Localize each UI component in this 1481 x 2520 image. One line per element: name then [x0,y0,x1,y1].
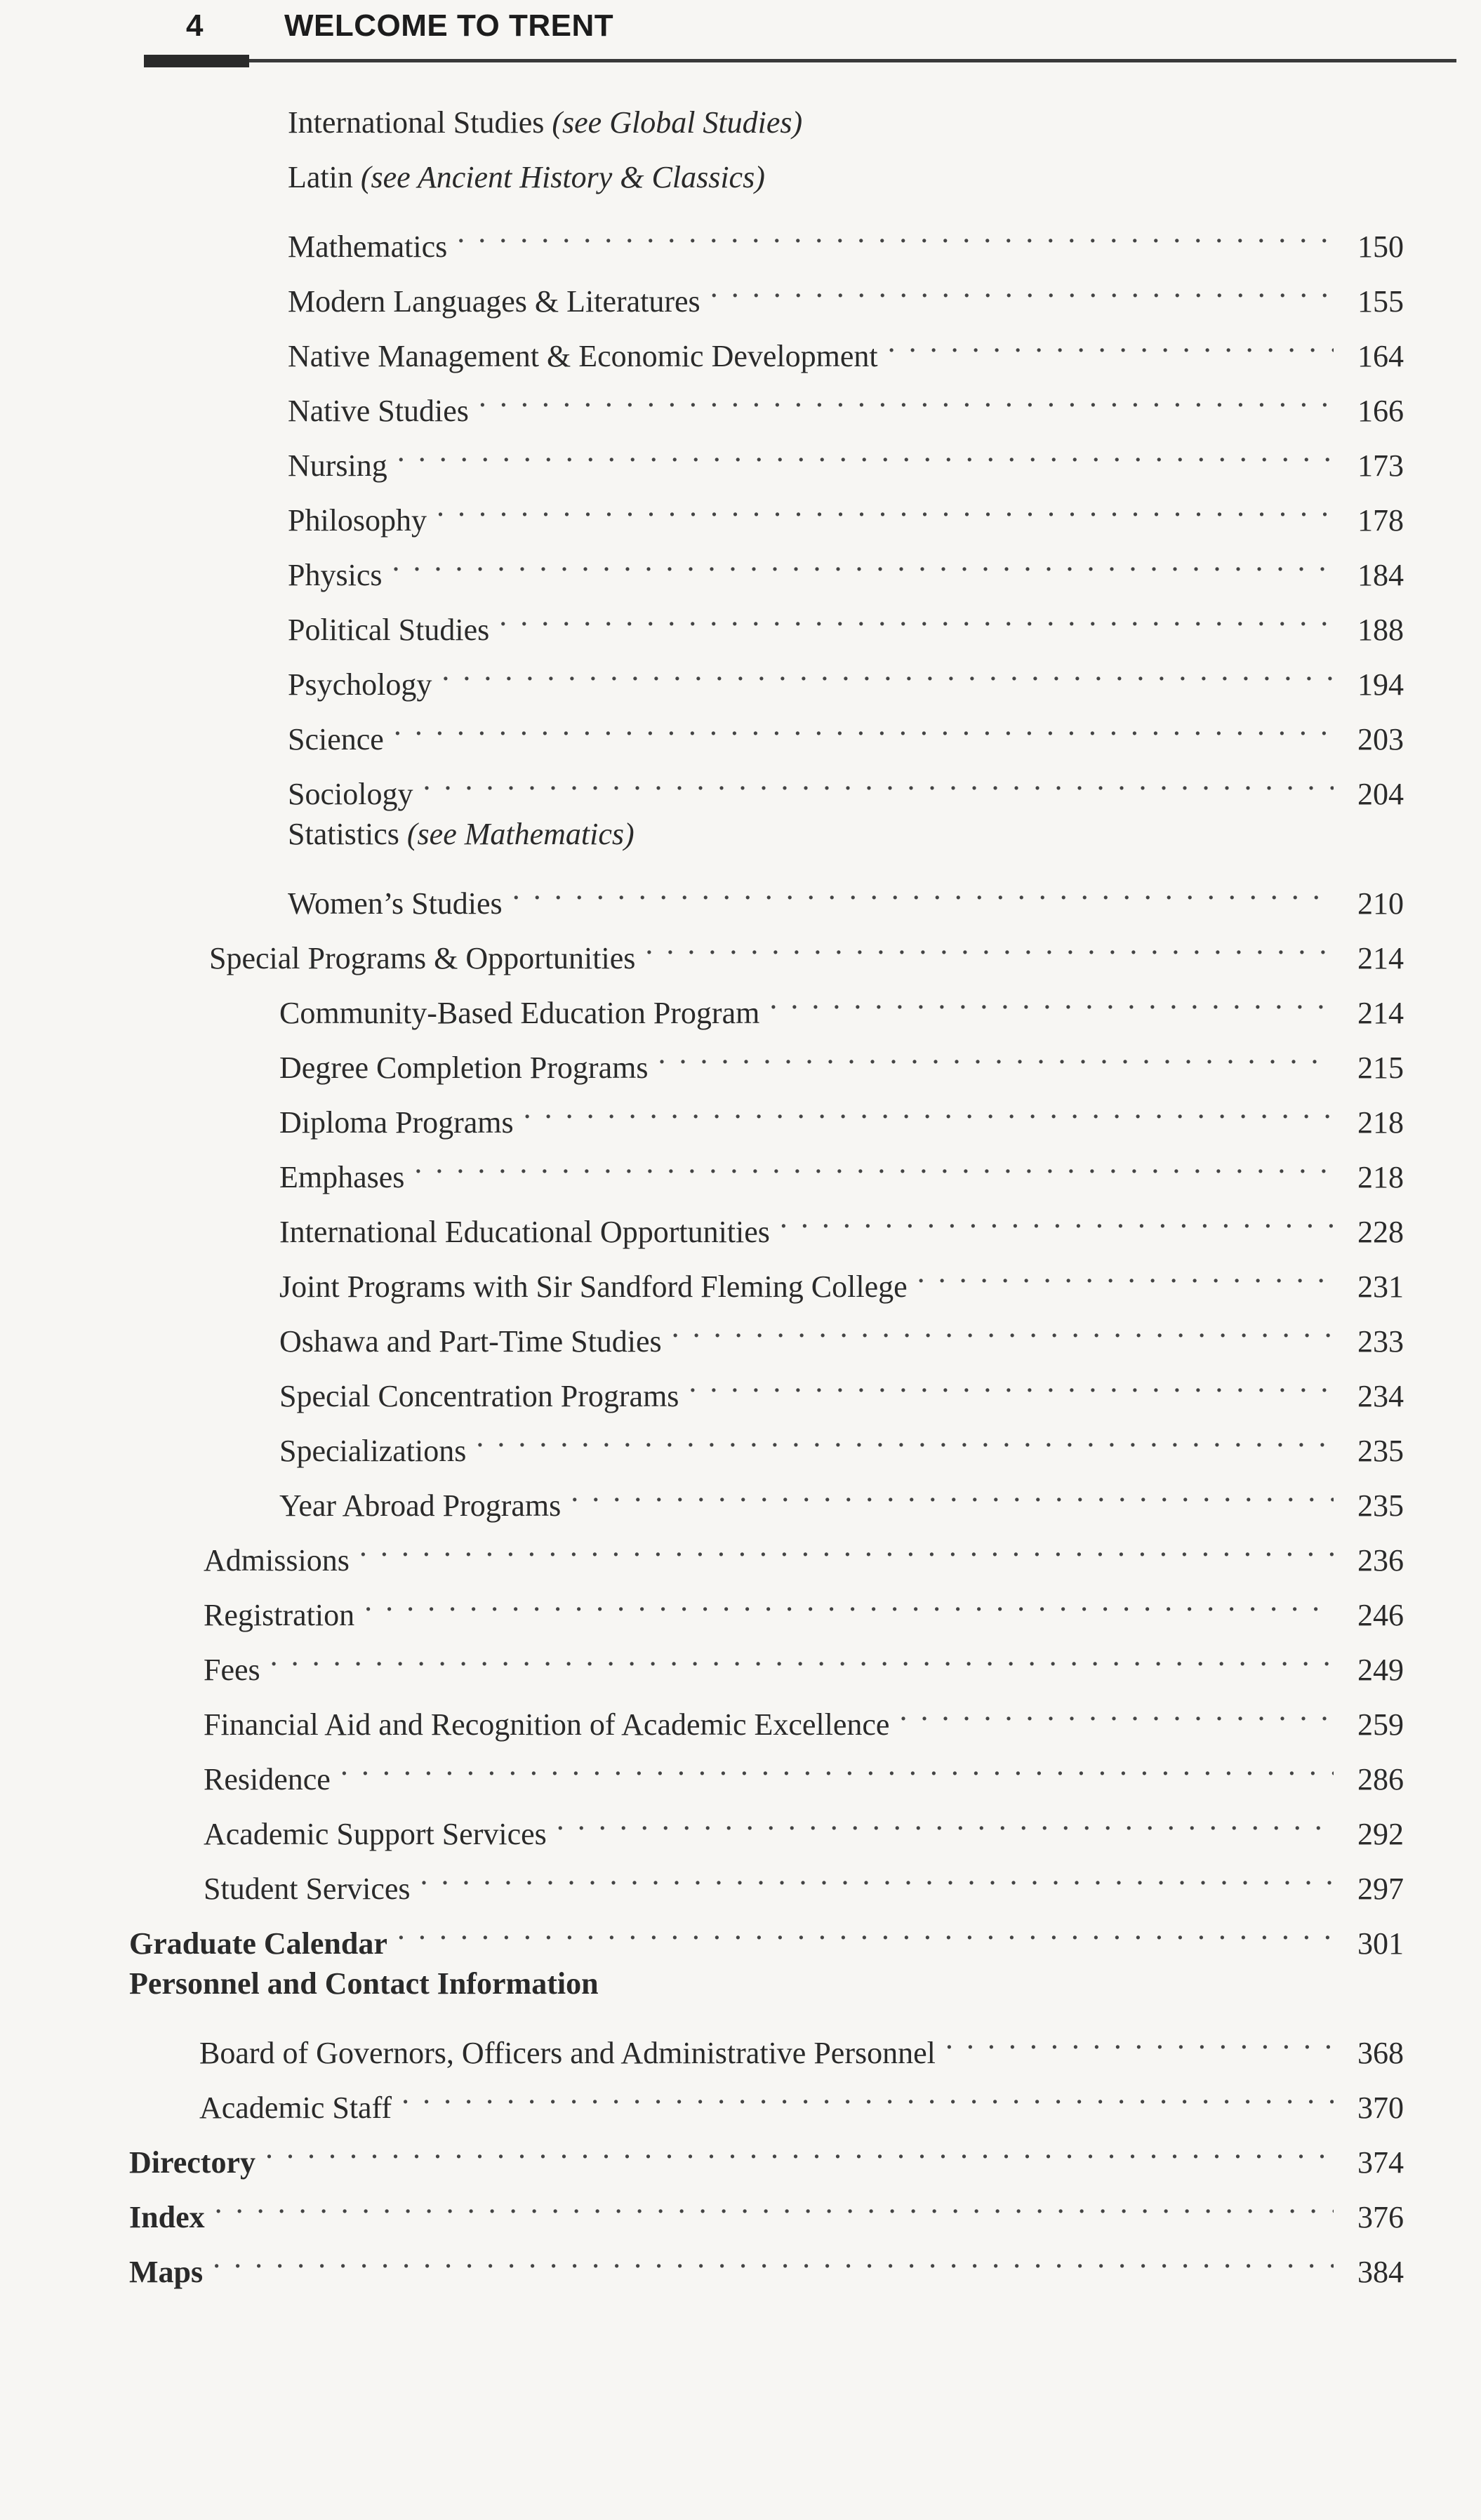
toc-page-number: 370 [1357,2091,1404,2125]
toc-entry-label: Graduate Calendar [129,1926,387,1961]
dot-leader [899,1686,1334,1735]
page-header [144,0,1456,70]
toc-page-number: 292 [1357,1817,1404,1851]
toc-entry [204,1631,1404,1687]
toc-page-number: 368 [1357,2036,1404,2070]
toc-entry-label: Financial Aid and Recognition of Academic Excellence [204,1707,890,1742]
running-title: WELCOME TO TRENT [284,8,614,43]
toc-entry [199,2014,1404,2070]
toc-entry-label: Residence [204,1762,331,1796]
toc-page-number: 214 [1357,996,1404,1030]
toc-page-number: 164 [1357,339,1404,373]
toc-page-number: 231 [1357,1269,1404,1304]
toc-entry-label: Community-Based Education Program [279,996,760,1030]
dot-leader [780,1193,1334,1242]
toc-entry [288,98,1404,147]
toc-page-number: 236 [1357,1543,1404,1578]
toc-page-number: 194 [1357,667,1404,702]
toc-entry-label: Year Abroad Programs [279,1488,562,1523]
dot-leader [401,2069,1334,2118]
toc-entry [279,1412,1404,1468]
toc-entry [288,153,1404,202]
dot-leader [571,1467,1334,1516]
dot-leader [215,2178,1334,2227]
toc-entry [288,536,1404,592]
toc-page-number: 218 [1357,1160,1404,1194]
toc-entry-title [288,153,765,202]
toc-cross-reference: (see Ancient History & Classics) [360,160,765,194]
dot-leader [457,208,1334,257]
toc-entry [279,1193,1404,1249]
dot-leader [476,1412,1334,1461]
toc-entry [204,1795,1404,1851]
toc-page-number: 259 [1357,1707,1404,1742]
toc-entry-label: Academic Support Services [204,1817,547,1851]
toc-entry-label: Native Management & Economic Development [288,339,878,373]
toc-page-number: 228 [1357,1215,1404,1249]
dot-leader [213,2233,1334,2282]
toc-entry-label: International Studies [288,105,545,140]
toc-entry [288,427,1404,483]
toc-page-number: 301 [1357,1926,1404,1961]
toc-page-number: 150 [1357,229,1404,264]
toc-entry-label: Degree Completion Programs [279,1051,649,1085]
toc-entry-label: Sociology [288,777,413,811]
toc-entry [279,1302,1404,1359]
toc-entry-label: Modern Languages & Literatures [288,284,700,319]
toc-entry [288,262,1404,319]
toc-page-number: 233 [1357,1324,1404,1359]
dot-leader [437,481,1334,531]
toc-entry-label: Board of Governors, Officers and Administrative Personnel [199,2036,936,2070]
toc-entry-label: Emphases [279,1160,405,1194]
toc-entry [209,919,1404,975]
dot-leader [689,1357,1334,1406]
toc-entry [129,2124,1404,2180]
toc-entry [129,2178,1404,2234]
dot-leader [524,1084,1334,1133]
toc-entry-label: Maps [129,2255,204,2289]
dot-leader [557,1795,1334,1844]
toc-page-number: 297 [1357,1872,1404,1906]
toc-page-number: 214 [1357,941,1404,975]
toc-entry-label: Nursing [288,448,387,483]
toc-page-number: 376 [1357,2200,1404,2234]
toc-page-number: 215 [1357,1051,1404,1085]
dot-leader [672,1302,1334,1352]
toc-page-number: 235 [1357,1434,1404,1468]
toc-entry-label: Psychology [288,667,432,702]
dot-leader [658,1029,1334,1078]
toc-entry-label: Mathematics [288,229,448,264]
dot-leader [423,755,1334,804]
toc-entry-label: Student Services [204,1872,411,1906]
toc-entry-label: Directory [129,2145,255,2180]
toc-page-number: 235 [1357,1488,1404,1523]
toc-entry-label: Physics [288,558,383,592]
toc-page-number: 374 [1357,2145,1404,2180]
toc-page-number: 218 [1357,1105,1404,1140]
dot-leader [420,1850,1334,1899]
toc-entry-label: International Educational Opportunities [279,1215,770,1249]
toc-page-number: 166 [1357,394,1404,428]
toc-entry [288,865,1404,921]
toc-page-number: 234 [1357,1379,1404,1413]
toc-entry [288,317,1404,373]
toc-entry-label: Science [288,722,384,756]
toc-entry [129,2233,1404,2289]
dot-leader [265,2124,1334,2173]
toc-entry-label: Statistics [288,817,399,851]
toc-entry [129,1959,1404,2008]
toc-page-number: 178 [1357,503,1404,538]
toc-page-number: 155 [1357,284,1404,319]
toc-page-number: 286 [1357,1762,1404,1796]
dot-leader [392,536,1334,585]
header-rule-thick [144,55,249,67]
toc-cross-reference: (see Mathematics) [406,817,635,851]
toc-entry [279,1029,1404,1085]
dot-leader [645,919,1334,968]
toc-entry [204,1686,1404,1742]
toc-page-number: 246 [1357,1598,1404,1632]
toc-entry [204,1521,1404,1578]
toc-entry-label: Native Studies [288,394,469,428]
toc-entry-label: Specializations [279,1434,467,1468]
dot-leader [499,591,1334,640]
dot-leader [340,1740,1334,1789]
toc-entry [199,2069,1404,2125]
dot-leader [441,646,1334,695]
toc-entry [279,1248,1404,1304]
dot-leader [270,1631,1334,1680]
page-number: 4 [186,8,204,43]
toc-entry-title [288,98,802,147]
toc-page-number: 384 [1357,2255,1404,2289]
dot-leader [397,1905,1334,1954]
toc-entry-label: Diploma Programs [279,1105,514,1140]
toc-entry-label: Index [129,2200,205,2234]
toc-entry [279,974,1404,1030]
toc-entry [204,1850,1404,1906]
toc-entry [279,1467,1404,1523]
toc-entry [279,1084,1404,1140]
dot-leader [710,262,1334,312]
toc-cross-reference: (see Global Studies) [552,105,803,140]
dot-leader [414,1138,1334,1187]
toc-page-number: 210 [1357,886,1404,921]
dot-leader [769,974,1334,1023]
header-rule [249,59,1456,62]
toc-page-number: 204 [1357,777,1404,811]
dot-leader [394,700,1334,749]
toc-entry-label: Political Studies [288,613,490,647]
toc-entry-label: Registration [204,1598,355,1632]
toc-entry [204,1576,1404,1632]
dot-leader [364,1576,1334,1625]
toc-entry-title [288,810,635,859]
toc-entry-label: Fees [204,1653,260,1687]
toc-entry [279,1357,1404,1413]
dot-leader [397,427,1334,476]
toc-entry [204,1740,1404,1796]
toc-entry-label: Women’s Studies [288,886,503,921]
dot-leader [359,1521,1334,1571]
toc-entry-label: Special Concentration Programs [279,1379,679,1413]
toc-entry [279,1138,1404,1194]
toc-entry-label: Special Programs & Opportunities [209,941,636,975]
toc-entry-label: Philosophy [288,503,427,538]
toc-entry [288,755,1404,811]
toc-page-number: 173 [1357,448,1404,483]
toc-entry [288,700,1404,756]
toc-entry [288,208,1404,264]
toc-entry [288,591,1404,647]
toc-entry [129,1905,1404,1961]
toc-entry [288,810,1404,859]
toc-entry-title [129,2248,203,2297]
toc-entry-label: Joint Programs with Sir Sandford Fleming College [279,1269,908,1304]
toc-entry-label: Academic Staff [199,2091,392,2125]
dot-leader [512,865,1334,914]
toc-entry-label: Oshawa and Part-Time Studies [279,1324,662,1359]
toc-page-number: 203 [1357,722,1404,756]
toc-entry [288,646,1404,702]
toc-entry-label: Latin [288,160,353,194]
toc-entry-label: Personnel and Contact Information [129,1966,599,2001]
dot-leader [917,1248,1334,1297]
dot-leader [888,317,1334,366]
toc-page-number: 188 [1357,613,1404,647]
dot-leader [945,2014,1334,2063]
toc-page-number: 184 [1357,558,1404,592]
toc-page-number: 249 [1357,1653,1404,1687]
dot-leader [479,372,1334,421]
toc-entry [288,372,1404,428]
toc-entry-title [129,1959,599,2008]
toc-entry [288,481,1404,538]
toc-entry-label: Admissions [204,1543,350,1578]
